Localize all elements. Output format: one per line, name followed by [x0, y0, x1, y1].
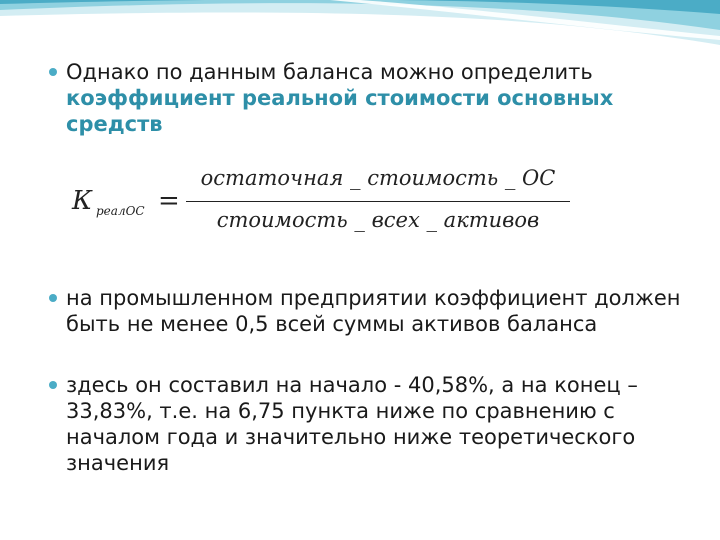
intro-paragraph	[66, 59, 702, 137]
formula-denominator: стоимость _ всех _ активов	[216, 208, 540, 232]
bullet-dot	[49, 68, 57, 76]
intro-highlight: коэффициент реальной стоимости основных средств	[66, 86, 614, 136]
fraction-bar	[186, 201, 570, 202]
formula-subscript: реалОС	[96, 204, 145, 218]
formula-equals: =	[158, 186, 180, 216]
formula	[70, 164, 580, 248]
formula-numerator: остаточная _ стоимость _ ОС	[200, 166, 556, 190]
bullet-dot	[49, 381, 57, 389]
intro-text: Однако по данным баланса можно определить	[66, 60, 593, 84]
bullet-item-2: здесь он составил на начало - 40,58%, а на конец – 33,83%, т.е. на 6,75 пункта ниже по сравнению с началом года и значительно ниже теоретического значения	[66, 373, 638, 475]
bullet-item-1: на промышленном предприятии коэффициент должен быть не менее 0,5 всей суммы активов баланса	[66, 286, 681, 336]
bullet-dot	[49, 294, 57, 302]
header-wave-decoration	[0, 0, 720, 60]
formula-symbol: К	[72, 186, 93, 216]
